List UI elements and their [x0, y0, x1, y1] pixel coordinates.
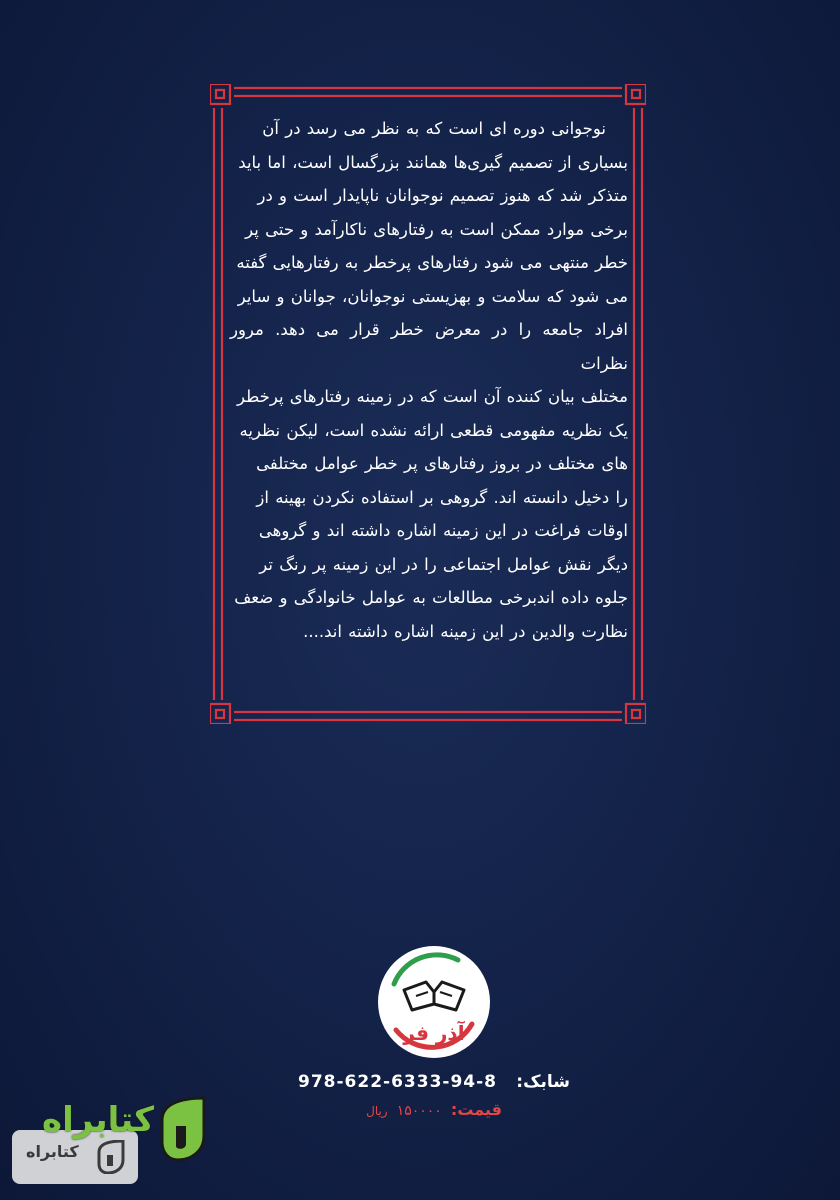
text-line: جلوه داده اندبرخی مطالعات به عوامل خانوادگی و ضعف	[234, 588, 628, 607]
text-line: افراد جامعه را در معرض خطر قرار می دهد. مرور نظرات	[230, 320, 628, 373]
text-line: های مختلف در بروز رفتارهای پر خطر عوامل مختلفی	[256, 454, 628, 473]
publisher-logo-text: آذر فر	[403, 1021, 465, 1045]
text-line: بسیاری از تصمیم گیری‌ها همانند بزرگسال است، اما باید	[238, 152, 628, 172]
watermark-small-leaf-icon	[96, 1140, 126, 1174]
price-row	[350, 1100, 502, 1126]
text-line: نظارت والدین در این زمینه اشاره داشته اند....	[303, 621, 628, 641]
text-line: یک نظریه مفهومی قطعی ارائه نشده است، لیکن نظریه	[239, 420, 628, 440]
watermark-small-text: کتابراه	[26, 1142, 79, 1161]
text-line: نوجوانی دوره ای است که به نظر می رسد در آن	[262, 119, 606, 138]
publisher-logo-icon	[376, 944, 492, 1060]
text-line: خطر منتهی می شود رفتارهای پرخطر به رفتارهایی گفته	[236, 253, 628, 272]
text-line: اوقات فراغت در این زمینه اشاره داشته اند و گروهی	[258, 521, 628, 540]
text-line: را دخیل دانسته اند. گروهی بر استفاده نکردن بهینه از	[256, 487, 628, 507]
price-label: قیمت:	[450, 1100, 502, 1119]
watermark-text: کتابراه	[42, 1100, 155, 1140]
store-watermark	[6, 1092, 212, 1192]
price-unit: ریال	[366, 1104, 388, 1118]
isbn-value: 978-622-6333-94-8	[298, 1072, 497, 1092]
publisher-logo	[376, 944, 492, 1060]
text-line: برخی موارد ممکن است به رفتارهای ناکارآمد و حتی پر	[245, 219, 628, 239]
isbn-row	[290, 1070, 570, 1100]
watermark-leaf-icon	[156, 1096, 210, 1162]
text-line: می شود که سلامت و بهزیستی نوجوانان، جوانان و سایر	[237, 286, 628, 306]
text-line: دیگر نقش عوامل اجتماعی را در این زمینه پر رنگ تر	[259, 554, 628, 574]
text-line: مختلف بیان کننده آن است که در زمینه رفتارهای پرخطر	[237, 387, 628, 406]
text-line: متذکر شد که هنوز تصمیم نوجوانان ناپایدار است و در	[257, 186, 628, 205]
isbn-label: شابک:	[516, 1072, 570, 1092]
price-value: ۱۵۰۰۰۰	[396, 1103, 442, 1119]
description-paragraph	[230, 112, 628, 648]
